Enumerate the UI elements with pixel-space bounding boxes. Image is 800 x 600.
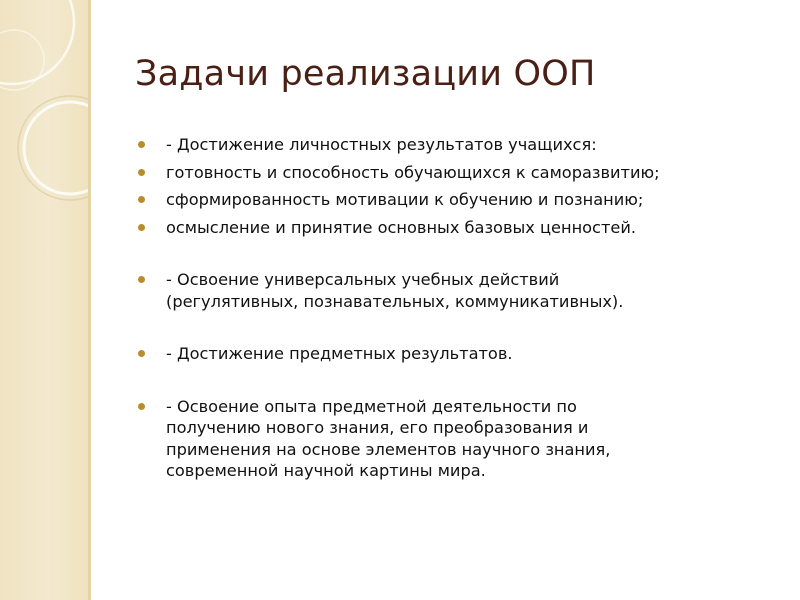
decorative-rings [0, 0, 88, 600]
bullet-item [136, 217, 736, 239]
bullet-item [136, 269, 736, 312]
bullet-text: осмысление и принятие основных базовых ценностей. [166, 217, 637, 237]
slide-content [136, 134, 736, 482]
bullet-item [136, 134, 736, 156]
bullet-list [136, 134, 736, 482]
slide-title: Задачи реализации ООП [135, 54, 596, 94]
bullet-icon [138, 224, 145, 231]
bullet-text: - Достижение предметных результатов. [166, 344, 513, 363]
bullet-text: готовность и способность обучающихся к саморазвитию; [166, 162, 660, 182]
bullet-text: - Достижение личностных результатов учащихся: [166, 135, 597, 154]
bullet-text: - Освоение универсальных учебных действий (регулятивных, познавательных, коммуникативных). [166, 270, 624, 311]
bullet-item [136, 162, 736, 184]
decorative-ring-large [0, 0, 74, 84]
bullet-text: сформированность мотивации к обучению и познанию; [166, 190, 644, 209]
bullet-icon [138, 350, 145, 357]
bullet-icon [138, 169, 145, 176]
decorative-ring-outline [18, 96, 88, 200]
side-panel-edge [88, 0, 91, 600]
bullet-icon [138, 141, 145, 148]
bullet-item [136, 189, 736, 211]
bullet-text: - Освоение опыта предметной деятельности по получению нового знания, его преобразования и применения на основе элементов научного знания, современной научной картины мира. [166, 396, 611, 480]
decorative-ring-medium [24, 102, 88, 194]
decorative-ring-small [0, 30, 44, 90]
bullet-icon [138, 196, 145, 203]
bullet-icon [138, 276, 145, 283]
decorative-side-panel [0, 0, 88, 600]
bullet-item [136, 396, 736, 482]
bullet-icon [138, 403, 145, 410]
bullet-item [136, 343, 736, 365]
